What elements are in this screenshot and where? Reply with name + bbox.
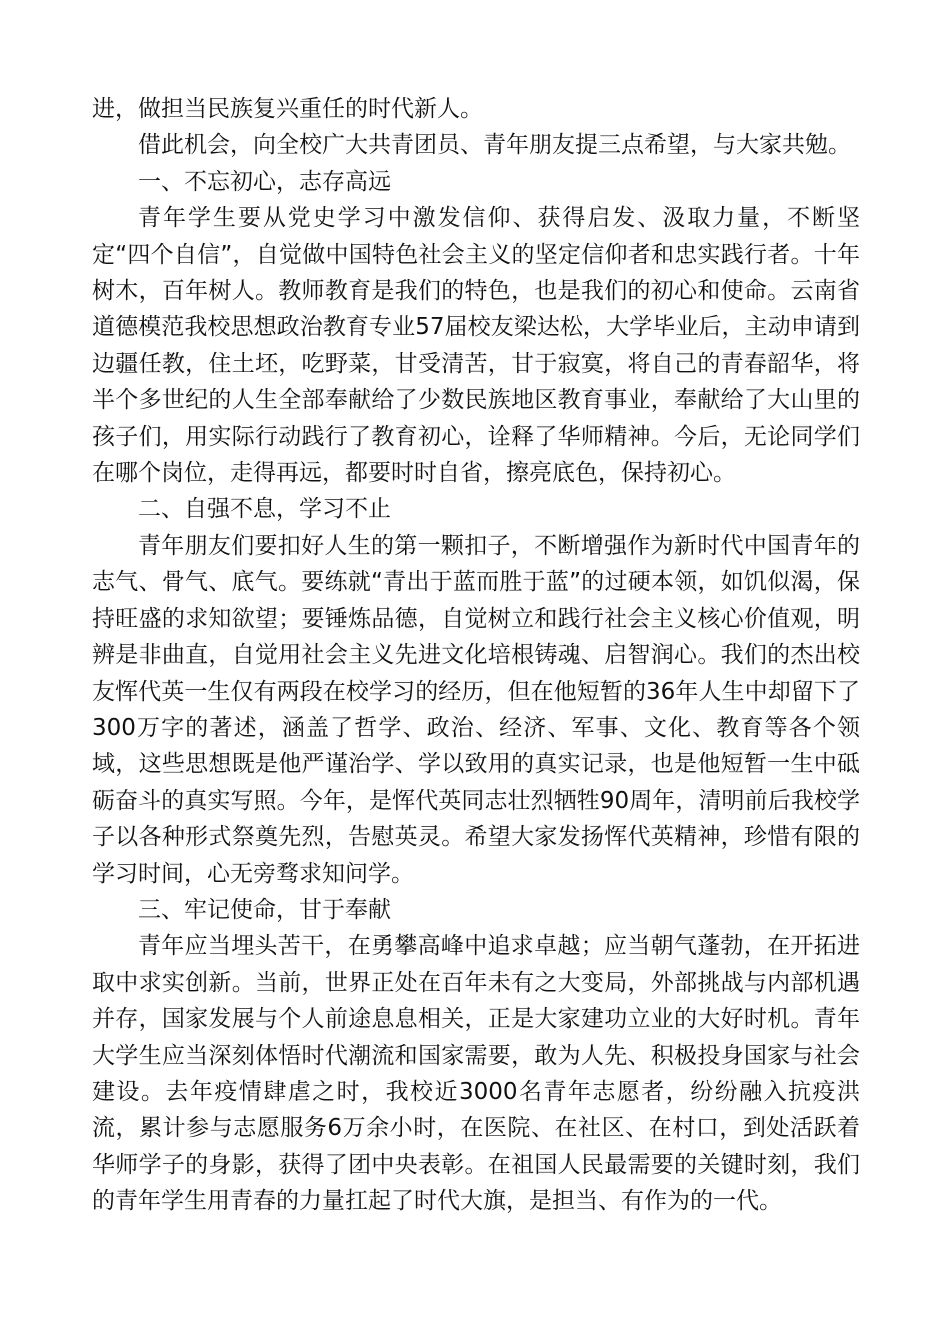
section-heading-2: 二、自强不息，学习不止 (138, 496, 391, 523)
section-heading-1: 一、不忘初心，志存高远 (138, 168, 391, 195)
paragraph-continuation: 进，做担当民族复兴重任的时代新人。 (92, 96, 483, 122)
paragraph-section-2: 青年朋友们要扣好人生的第一颗扣子，不断增强作为新时代中国青年的志气、骨气、底气。要练就“青出于蓝而胜于蓝”的过硬本领，如饥似渴，保持旺盛的求知欲望；要锤炼品德，自觉树立和践行社会主义核心价值观，明辨是非曲直，自觉用社会主义先进文化培根铸魂、启智润心。我们的杰出校友恽代英一生仅有两段在校学习的经历，但在他短暂的36年人生中却留下了300万字的著述，涵盖了哲学、政治、经济、军事、文化、教育等各个领域，这些思想既是他严谨治学、学以致用的真实记录，也是他短暂一生中砥砺奋斗的真实写照。今年，是恽代英同志壮烈牺牲90周年，清明前后我校学子以各种形式祭奠先烈，告慰英灵。希望大家发扬恽代英精神，珍惜有限的学习时间，心无旁骛求知问学。 (92, 532, 860, 887)
paragraph-section-3: 青年应当埋头苦干，在勇攀高峰中追求卓越；应当朝气蓬勃，在开拓进取中求实创新。当前，世界正处在百年未有之大变局，外部挑战与内部机遇并存，国家发展与个人前途息息相关，正是大家建功立业的大好时机。青年大学生应当深刻体悟时代潮流和国家需要，敢为人先、积极投身国家与社会建设。去年疫情肆虐之时，我校近3000名青年志愿者，纷纷融入抗疫洪流，累计参与志愿服务6万余小时，在医院、在社区、在村口，到处活跃着华师学子的身影，获得了团中央表彰。在祖国人民最需要的关键时刻，我们的青年学生用青春的力量扛起了时代大旗，是担当、有作为的一代。 (92, 933, 860, 1215)
paragraph-section-1: 青年学生要从党史学习中激发信仰、获得启发、汲取力量，不断坚定“四个自信”，自觉做中国特色社会主义的坚定信仰者和忠实践行者。十年树木，百年树人。教师教育是我们的特色，也是我们的初心和使命。云南省道德模范我校思想政治教育专业57届校友梁达松，大学毕业后，主动申请到边疆任教，住土坯，吃野菜，甘受清苦，甘于寂寞，将自己的青春韶华，将半个多世纪的人生全部奉献给了少数民族地区教育事业，奉献给了大山里的孩子们，用实际行动践行了教育初心，诠释了华师精神。今后，无论同学们在哪个岗位，走得再远，都要时时自省，擦亮底色，保持初心。 (92, 205, 860, 487)
section-heading-3: 三、牢记使命，甘于奉献 (138, 896, 391, 923)
paragraph-intro: 借此机会，向全校广大共青团员、青年朋友提三点希望，与大家共勉。 (138, 132, 851, 159)
document-body (92, 91, 860, 1220)
